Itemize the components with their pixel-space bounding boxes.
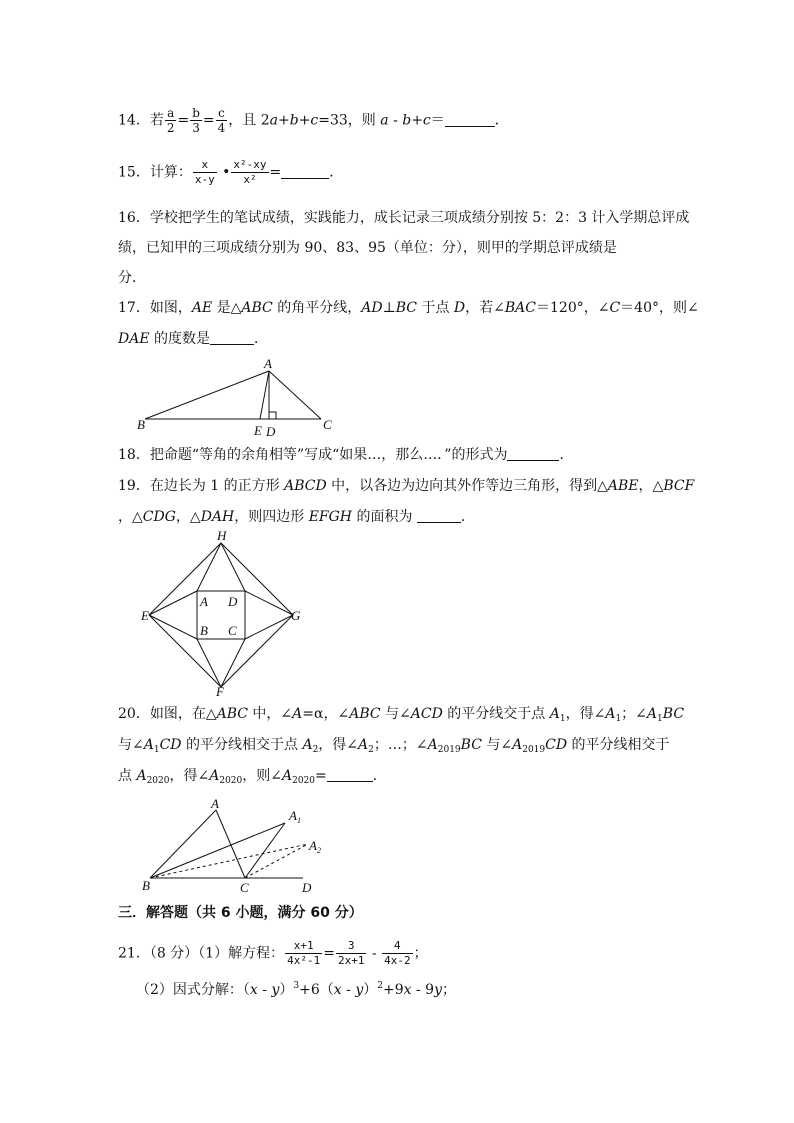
question-15: 15．计算： $\frac{x}{x-y}$ • $\frac{\text{x²-xy}}{\text{x²}}$ = ． [118,158,344,186]
label-a2: $A_2$ [309,838,321,855]
fraction-4-over-4x-2: $\frac{4}{4x-2}$ [384,939,411,967]
label-a: A [200,594,208,609]
answer-blank[interactable] [417,508,461,523]
question-16-line2: 绩，已知甲的三项成绩分别为 90、83、95（单位：分），则甲的学期总评成绩是 [118,240,617,256]
label-e: E [254,423,262,438]
figure-triangle-abc-17 [133,357,338,441]
fraction-x-over-x-y: $\frac{x}{x-y}$ [194,158,215,186]
label-c: C [228,623,237,638]
question-16-line1: 16．学校把学生的笔试成绩，实践能力，成长记录三项成绩分别按 5：2：3 计入学期总评成 [118,210,690,226]
question-14: 14．若 $\frac{a}{2}$ = $\frac{b}{3}$ = $\frac{c}{4}$ ，且 2a+b+c=33，则 a - b+c＝ ． [118,106,509,135]
section-3-heading: 三．解答题（共 6 小题，满分 60 分） [118,905,363,921]
answer-blank[interactable] [281,164,329,179]
question-19-line2: ，△CDG，△DAH，则四边形 EFGH 的面积为 ． [118,509,475,525]
figure-angle-bisectors-20 [138,796,328,896]
question-20-line3: 点 $A_{2020}$，得$\angle A_{2020}$，则$\angle A_{2020}=$ ． [118,768,387,786]
label-a: A [264,357,272,371]
question-18: 18．把命题“等角的余角相等”写成“如果…，那么…．”的形式为 ． [118,447,574,463]
label-c: C [323,417,332,432]
label-e: E [141,608,149,623]
answer-blank[interactable] [327,767,373,782]
label-b: B [200,623,208,638]
question-20-line1: 20．如图，在△ABC 中，∠A=α，∠ABC 与∠ACD 的平分线交于点 $A_1$，得$\angle A_1$；$\angle A_1BC$ [118,706,685,724]
label-a: A [211,796,219,811]
label-c: C [240,880,249,895]
question-21-part1: 21．（8 分）（1）解方程： $\frac{x+1}{\text{4x²-1}}$ = $\frac{3}{2x+1}$ - $\frac{4}{4x-2}$ ； [118,939,428,967]
label-h: H [217,530,227,543]
fraction-b-3: $\frac{b}{3}$ [192,106,200,135]
fraction-x2-xy-over-x2: $\frac{\text{x²-xy}}{\text{x²}}$ [233,158,267,186]
fraction-c-4: $\frac{c}{4}$ [217,106,226,135]
question-19-line1: 19．在边长为 1 的正方形 ABCD 中，以各边为边向其外作等边三角形，得到△ABE，△BCF [118,478,695,494]
label-d: D [302,880,312,895]
label-f: F [216,684,224,699]
question-20-line2: 与$\angle A_1CD$ 的平分线相交于点 $A_2$，得$\angle A_2$；…；$\angle A_{2019}BC$ 与$\angle A_{2019}CD$ 的平分线相交于 [118,737,670,755]
label-b: B [142,878,150,893]
label-d: D [266,424,276,439]
answer-blank[interactable] [507,446,559,461]
question-16-line3: 分． [118,270,146,286]
fraction-x1-over-4x2-1: $\frac{x+1}{\text{4x²-1}}$ [287,939,321,967]
fraction-3-over-2x1: $\frac{3}{2x+1}$ [337,939,365,967]
figure-square-abcd-19 [138,530,308,700]
fraction-a-2: $\frac{a}{2}$ [166,106,175,135]
label-g: G [291,608,301,623]
question-17-line2: DAE 的度数是 ． [118,331,269,347]
question-21-part2: （2）因式分解：（x - y）$^3$+6（x - y）$^2$+9x - 9y； [136,981,456,998]
question-17-line1: 17．如图，AE 是△ABC 的角平分线，AD⊥BC 于点 D，若∠BAC＝120°，∠C＝40°，则∠ [118,300,699,316]
label-a1: $A_1$ [289,808,301,825]
answer-blank[interactable] [445,112,495,127]
label-d: D [228,594,238,609]
label-b: B [137,417,145,432]
answer-blank[interactable] [210,330,254,345]
